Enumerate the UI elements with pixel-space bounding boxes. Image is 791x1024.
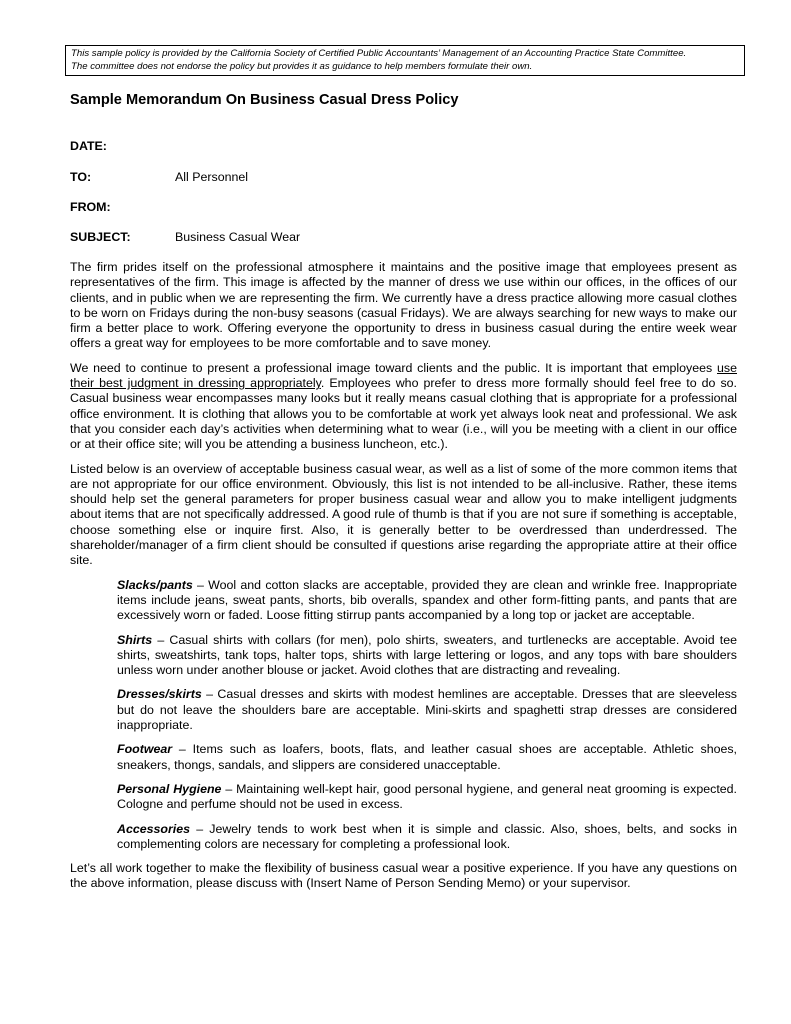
list-item-hygiene	[117, 782, 737, 813]
memo-title: Sample Memorandum On Business Casual Dress Policy	[70, 92, 459, 108]
subject-value: Business Casual Wear	[175, 230, 301, 244]
item-term: Accessories	[117, 821, 191, 836]
disclaimer-line-2: The committee does not endorse the policy but provides it as guidance to help members formulate their own.	[71, 61, 533, 72]
list-item-dresses	[117, 687, 737, 733]
item-text: – Jewelry tends to work best when it is simple and classic. Also, shoes, belts, and socks in complementing colors are necessary for completing a professional look.	[117, 821, 737, 851]
item-term: Footwear	[117, 742, 173, 757]
paragraph-overview: Listed below is an overview of acceptable business casual wear, as well as a list of some of the more common items that are not appropriate for our office environment. Obviously, this list is not intended to be all-inclusive. Rather, these items should help set the general parameters for proper business casual wear and allow you to make intelligent judgments about items that are not specifically addressed. A good rule of thumb is that if you are not sure if something is acceptable, choose something else or inquire first. Also, it is generally better to be overdressed than underdressed. The shareholder/manager of a firm client should be consulted if questions arise regarding the appropriate attire at their office site.	[70, 461, 737, 568]
list-item-slacks	[117, 578, 737, 624]
item-text: – Casual shirts with collars (for men), polo shirts, sweaters, and turtlenecks are acceptable. Avoid tee shirts, sweatshirts, tank tops, halter tops, shirts with large lettering or logos, and any tops with bare shoulders unless worn under another blouse or jacket. Avoid clothes that are distracting and revealing.	[117, 632, 737, 678]
item-term: Personal Hygiene	[117, 781, 222, 796]
paragraph-intro: The firm prides itself on the professional atmosphere it maintains and the positive image that employees present as representatives of the firm. This image is affected by the manner of dress we use within our offices, in the offices of our clients, and in public when we are representing the firm. We currently have a dress practice allowing more casual clothes to be worn on Fridays during the non-busy seasons (casual Fridays). We are always searching for new ways to make our firm a better place to work. Offering everyone the opportunity to dress in business casual during the entire week wear offers a great way for employees to be more comfortable and to save money.	[70, 260, 737, 351]
from-label: FROM:	[70, 200, 111, 214]
list-item-footwear	[117, 742, 737, 773]
item-term: Shirts	[117, 632, 153, 647]
item-term: Slacks/pants	[117, 577, 193, 592]
item-text: – Items such as loafers, boots, flats, and leather casual shoes are acceptable. Athletic shoes, sneakers, thongs, sandals, and slippers are considered unacceptable.	[117, 742, 737, 772]
paragraph-judgment-start: We need to continue to present a professional image toward clients and the public. It is important that employees	[70, 360, 718, 375]
to-value: All Personnel	[175, 170, 249, 184]
list-item-accessories	[117, 822, 737, 853]
item-term: Dresses/skirts	[117, 687, 202, 702]
item-text: – Maintaining well-kept hair, good personal hygiene, and general neat grooming is expected. Cologne and perfume should not be used in excess.	[117, 781, 737, 812]
to-label: TO:	[70, 170, 92, 184]
subject-label: SUBJECT:	[70, 230, 131, 244]
paragraph-closing: Let’s all work together to make the flexibility of business casual wear a positive experience. If you have any questions on the above information, please discuss with (Insert Name of Person Sending Memo) or your supervisor.	[70, 861, 737, 891]
disclaimer-line-1: This sample policy is provided by the California Society of Certified Public Accountants’ Management of an Accounting Practice State Committee.	[71, 48, 687, 59]
memo-body	[70, 260, 737, 901]
date-label: DATE:	[70, 139, 107, 153]
paragraph-judgment-end: . Employees who prefer to dress more formally should feel free to do so. Casual business wear encompasses many looks but it really means casual clothing that is appropriate for a professional office environment. It is clothing that allows you to be comfortable at work yet always look neat and professional. We ask that you consider each day’s activities when determining what to wear (i.e., will you be meeting with a client in our office or at their office site; will you be attending a business luncheon, etc.).	[70, 376, 738, 452]
underlined-phrase: use their best judgment in dressing appropriately	[70, 360, 737, 391]
item-text: – Casual dresses and skirts with modest hemlines are acceptable. Dresses that are sleeveless but do not leave the shoulders bare are acceptable. Mini-skirts and spaghetti strap dresses are considered inappropriate.	[117, 687, 737, 733]
list-item-shirts	[117, 633, 737, 679]
paragraph-judgment	[70, 361, 737, 453]
item-text: – Wool and cotton slacks are acceptable, provided they are clean and wrinkle free. Inappropriate items include jeans, sweat pants, shorts, bib overalls, spandex and other form-fitting pants, and pants that are excessively worn or faded. Loose fitting stirrup pants accompanied by a long top or jacket are acceptable.	[117, 577, 737, 623]
disclaimer-box	[65, 45, 745, 76]
